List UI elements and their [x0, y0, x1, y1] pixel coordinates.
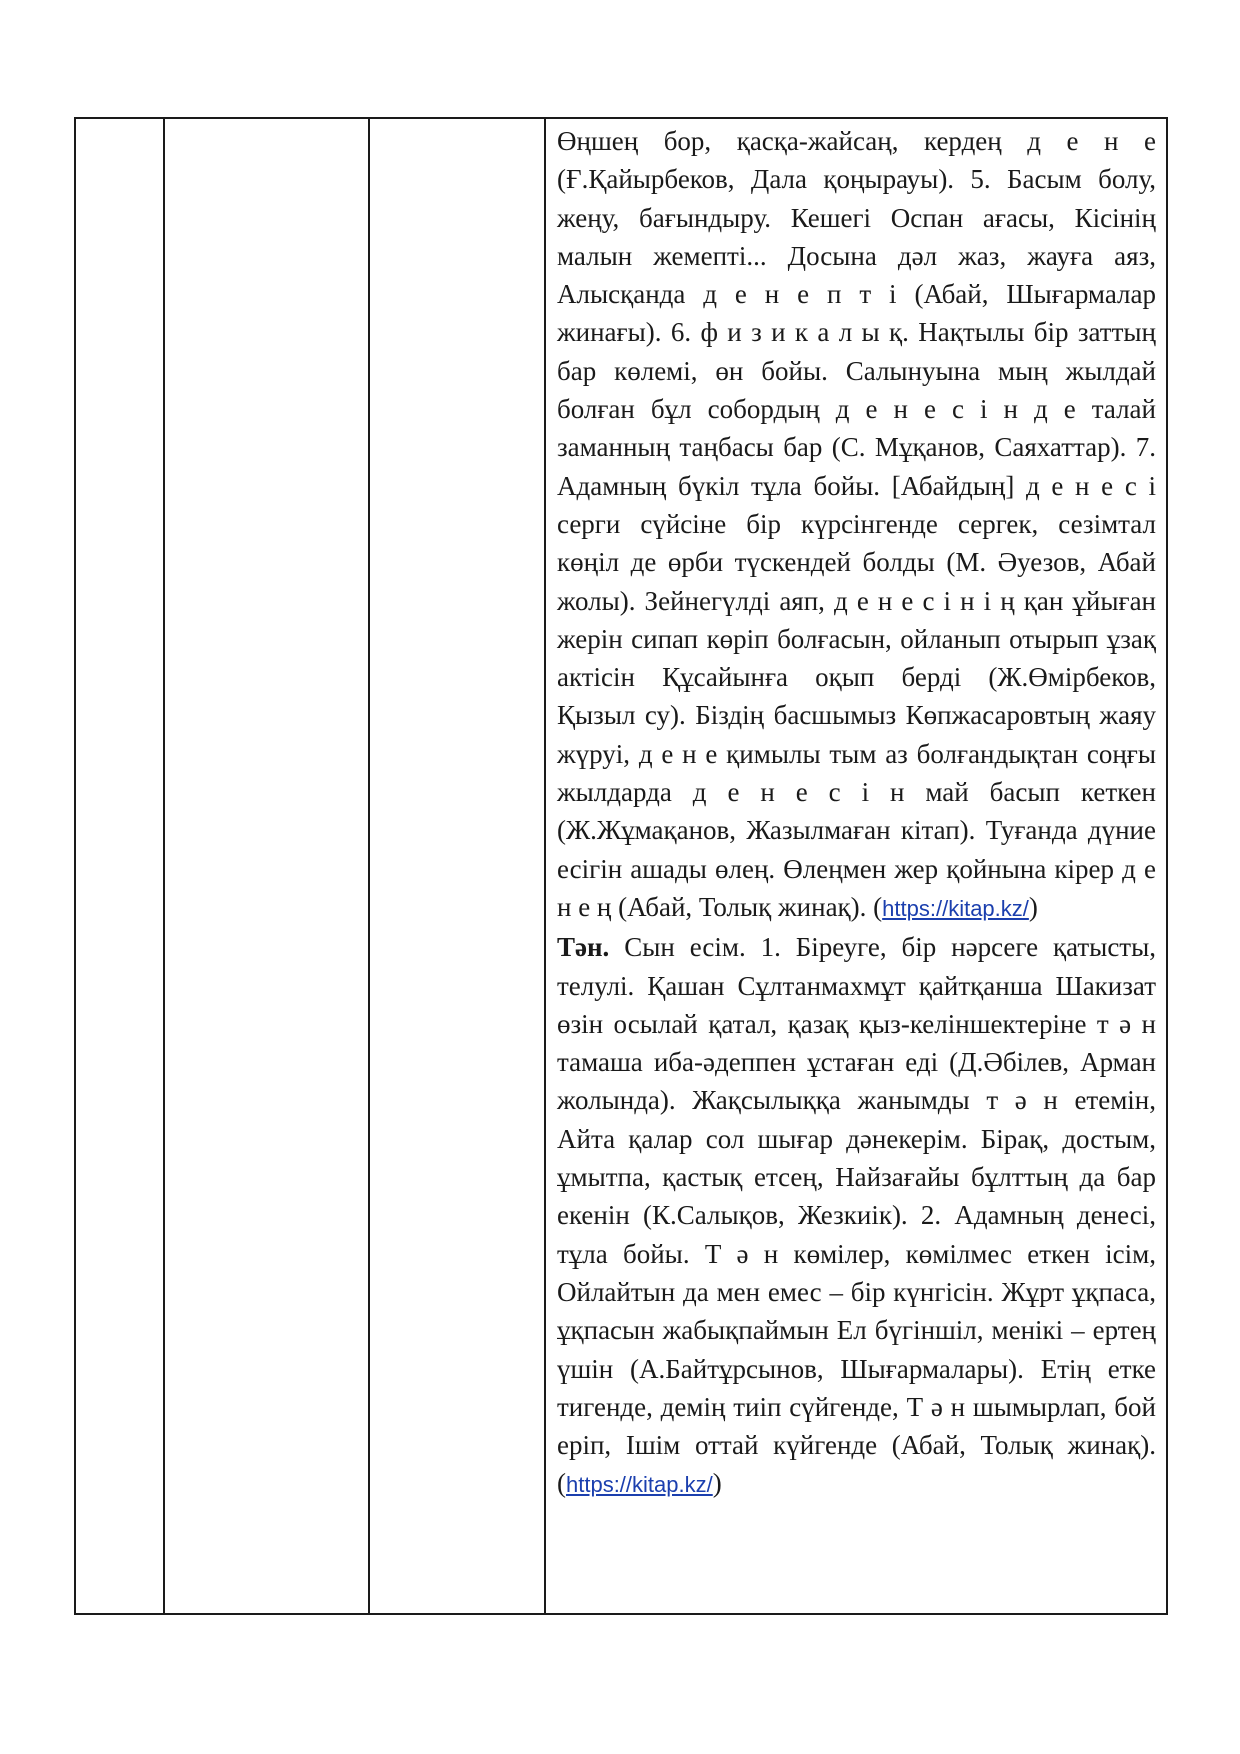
- source-link[interactable]: https://kitap.kz/: [566, 1472, 713, 1498]
- table-cell-1: [75, 118, 164, 1614]
- definition-cell: [545, 118, 1167, 1614]
- entry-continuation-text: Өңшең бор, қасқа-жайсаң, кердең д е н е (Ғ.Қайырбеков, Дала қоңырауы). 5. Басым болу, жеңу, бағындыру. Кешегі Оспан ағасы, Кісінің малын жемепті... Досына дәл жаз, жауға аяз, Алысқанда д е н е п т і (Абай, Шығармалар жинағы). 6. ф и з и к а л ы қ. Нақтылы бір заттың бар көлемі, өн бойы. Салынуына мың жылдай болған бұл собордың д е н е с і н д е талай заманның таңбасы бар (С. Мұқанов, Саяхаттар). 7. Адамның бүкіл тұла бойы. [Абайдың] д е н е с і серги сүйсіне бір күрсінгенде сергек, сезімтал көңіл де өрби түскендей болды (М. Әуезов, Абай жолы). Зейнегүлді аяп, д е н е с і н і ң қан ұйыған жерін сипап көріп болғасын, ойланып отырып ұзақ актісін Құсайынға оқып берді (Ж.Өмірбеков, Қызыл су). Біздің басшымыз Көпжасаровтың жаяу жүруі, д е н е қимылы тым аз болғандықтан соңғы жылдарда д е н е с і н май басып кеткен (Ж.Жұмақанов, Жазылмаған кітап). Туғанда дүние есігін ашады өлең. Өлеңмен жер қойнына кірер д е н е ң (Абай, Толық жинақ).: [557, 126, 1156, 922]
- entry-headword: Тән.: [557, 932, 610, 963]
- source-close-paren: ): [712, 1468, 722, 1499]
- entry-tan-paragraph: [557, 928, 1156, 1504]
- table-row: [75, 118, 1167, 1614]
- table-cell-2: [164, 118, 369, 1614]
- entry-continuation-paragraph: [557, 122, 1156, 928]
- source-open-paren: (: [557, 1468, 566, 1499]
- source-link[interactable]: https://kitap.kz/: [882, 895, 1029, 921]
- dictionary-table: [74, 117, 1168, 1615]
- source-close-paren: ): [1028, 891, 1038, 922]
- table-cell-3: [369, 118, 545, 1614]
- source-open-paren: (: [873, 891, 883, 922]
- entry-tan-text: Сын есім. 1. Біреуге, бір нәрсеге қатысты, телулі. Қашан Сұлтанмахмұт қайтқанша Шакизат өзін осылай қатал, қазақ қыз-келіншектеріне т ә н тамаша иба-әдеппен ұстаған еді (Д.Әбілев, Арман жолында). Жақсылыққа жанымды т ә н етемін, Айта қалар сол шығар дәнекерім. Бірақ, достым, ұмытпа, қастық етсең, Найзағайы бұлттың да бар екенін (К.Салықов, Жезкиік). 2. Адамның денесі, тұла бойы. Т ә н көмілер, көмілмес еткен ісім, Ойлайтын да мен емес – бір күнгісін. Жұрт ұқпаса, ұқпасын жабықпаймын Ел бүгіншіл, менікі – ертең үшін (А.Байтұрсынов, Шығармалары). Етің етке тигенде, демің тиіп сүйгенде, Т ә н шымырлап, бой еріп, Ішім оттай күйгенде (Абай, Толық жинақ).: [557, 932, 1156, 1461]
